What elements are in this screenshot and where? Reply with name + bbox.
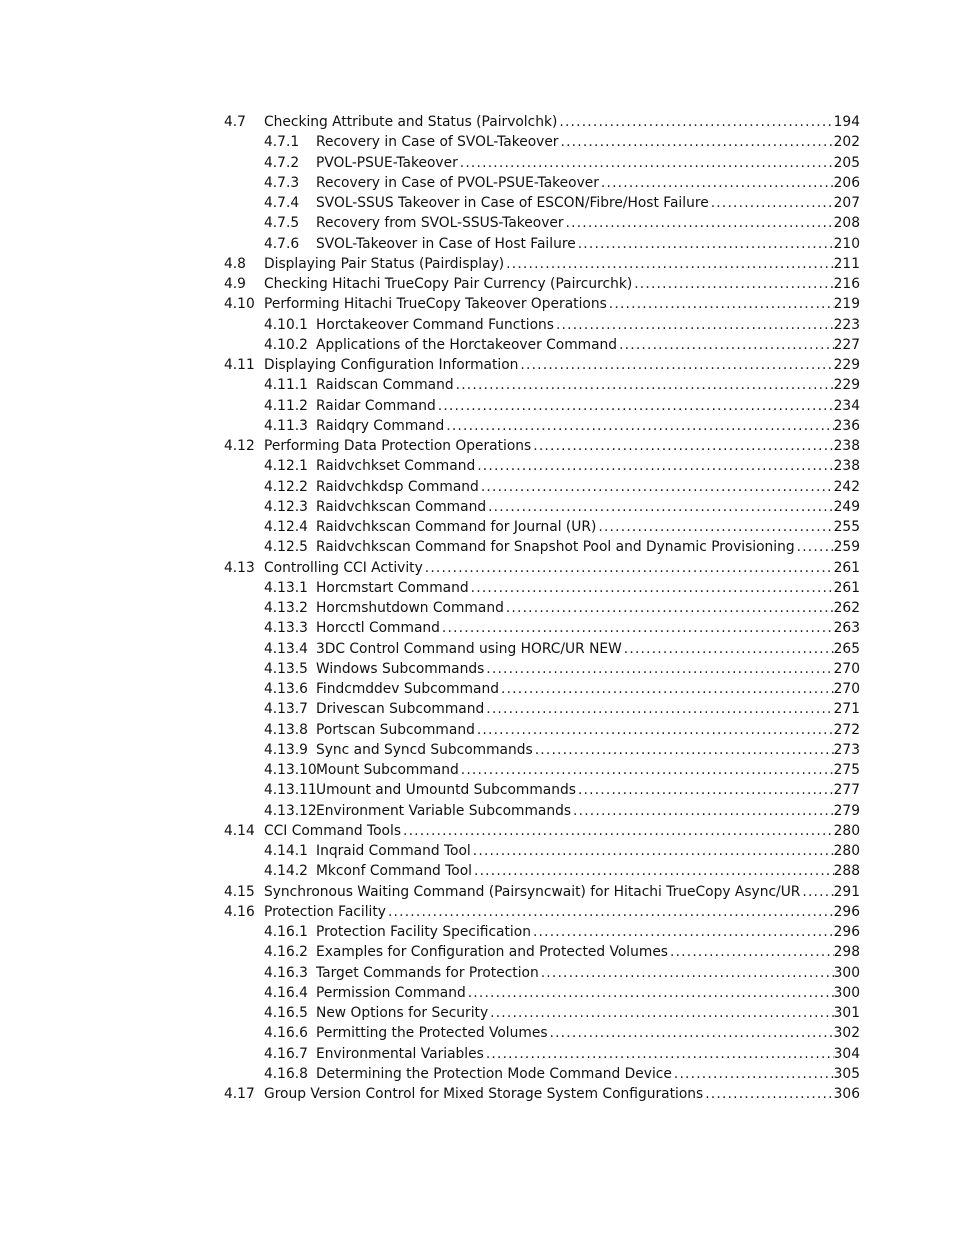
toc-section-number: 4.8: [224, 255, 246, 272]
toc-section-number: 4.16.4: [264, 984, 308, 1001]
toc-entry[interactable]: [224, 537, 860, 557]
toc-entry[interactable]: [224, 416, 860, 436]
toc-section-title: Raidar Command: [316, 397, 436, 414]
toc-entry[interactable]: [224, 1023, 860, 1043]
toc-entry[interactable]: [224, 578, 860, 598]
toc-page-number: 298: [833, 944, 860, 961]
toc-entry[interactable]: [224, 942, 860, 962]
toc-section-number: 4.7: [224, 114, 246, 130]
toc-dot-leader: [576, 780, 834, 800]
toc-page-number: 249: [833, 498, 860, 515]
toc-page-number: 238: [833, 458, 860, 475]
toc-page-number: 277: [833, 782, 860, 799]
toc-entry[interactable]: [224, 456, 860, 476]
toc-section-title: Drivescan Subcommand: [316, 701, 485, 718]
toc-dot-leader: [479, 477, 834, 497]
toc-entry-line: [316, 497, 860, 517]
toc-entry-line: [316, 213, 860, 233]
toc-entry[interactable]: [224, 598, 860, 618]
toc-page-number: 236: [833, 417, 860, 434]
toc-section-title: Raidvchkscan Command for Journal (UR): [316, 519, 597, 535]
toc-entry[interactable]: [224, 618, 860, 638]
toc-page-number: 301: [833, 1005, 860, 1021]
toc-dot-leader: [795, 537, 834, 557]
toc-section-title: Portscan Subcommand: [316, 721, 475, 738]
toc-section-number: 4.13.10: [264, 762, 317, 778]
toc-page-number: 202: [833, 134, 860, 151]
toc-page-number: 261: [833, 579, 860, 596]
toc-dot-leader: [499, 679, 834, 699]
toc-section-number: 4.16.8: [264, 1065, 308, 1082]
toc-section-title: Determining the Protection Mode Command Device: [316, 1065, 672, 1082]
toc-dot-leader: [548, 1023, 834, 1043]
toc-section-title: Raidqry Command: [316, 417, 445, 434]
toc-section-number: 4.7.4: [264, 195, 300, 211]
toc-entry-line: [264, 254, 860, 274]
toc-dot-leader: [386, 902, 834, 922]
toc-page-number: 265: [833, 640, 860, 657]
toc-section-number: 4.16.7: [264, 1045, 308, 1062]
toc-entry[interactable]: [224, 234, 860, 254]
toc-entry-line: [316, 396, 860, 416]
toc-entry-line: [316, 639, 860, 659]
toc-section-title: Synchronous Waiting Command (Pairsyncwait) for Hitachi TrueCopy Async/UR: [264, 883, 801, 900]
toc-entry-line: [316, 193, 860, 213]
toc-entry-line: [264, 1084, 860, 1104]
toc-dot-leader: [401, 821, 834, 841]
toc-dot-leader: [423, 558, 834, 578]
toc-page-number: 279: [833, 802, 860, 819]
toc-section-number: 4.16.5: [264, 1005, 308, 1021]
toc-entry[interactable]: [224, 153, 860, 173]
toc-entry-line: [316, 477, 860, 497]
toc-page-number: 205: [833, 154, 860, 171]
toc-page-number: 229: [833, 377, 860, 394]
toc-section-title: Environmental Variables: [316, 1045, 484, 1062]
toc-section-title: Mount Subcommand: [316, 762, 459, 778]
toc-entry[interactable]: [224, 132, 860, 152]
toc-entry[interactable]: [224, 902, 860, 922]
toc-entry[interactable]: [224, 355, 860, 375]
toc-entry-line: [264, 294, 860, 314]
toc-dot-leader: [466, 983, 834, 1003]
toc-entry-line: [316, 315, 860, 335]
toc-section-title: Group Version Control for Mixed Storage System Configurations: [264, 1086, 704, 1102]
toc-entry-line: [316, 740, 860, 760]
toc-entry-line: [316, 963, 860, 983]
toc-section-title: Permitting the Protected Volumes: [316, 1025, 548, 1042]
toc-section-title: Environment Variable Subcommands: [316, 802, 572, 819]
toc-section-number: 4.13.11: [264, 782, 317, 799]
toc-dot-leader: [709, 193, 834, 213]
toc-section-title: Horcmstart Command: [316, 579, 469, 596]
toc-entry[interactable]: [224, 760, 860, 780]
toc-page-number: 271: [833, 701, 860, 718]
toc-dot-leader: [617, 335, 834, 355]
toc-section-number: 4.12.1: [264, 458, 308, 475]
toc-dot-leader: [533, 740, 834, 760]
toc-entry[interactable]: [224, 922, 860, 942]
toc-section-number: 4.12.4: [264, 519, 308, 535]
toc-entry[interactable]: [224, 780, 860, 800]
toc-section-title: 3DC Control Command using HORC/UR NEW: [316, 640, 622, 657]
toc-section-number: 4.13.8: [264, 721, 308, 738]
toc-entry-line: [316, 132, 860, 152]
toc-section-title: Recovery from SVOL-SSUS-Takeover: [316, 215, 564, 232]
toc-dot-leader: [471, 841, 834, 861]
toc-page-number: 300: [833, 964, 860, 981]
toc-section-number: 4.10.2: [264, 336, 308, 353]
toc-section-number: 4.17: [224, 1086, 255, 1102]
toc-entry-line: [316, 780, 860, 800]
toc-section-number: 4.13.4: [264, 640, 308, 657]
toc-dot-leader: [531, 436, 833, 456]
toc-entry-line: [264, 821, 860, 841]
toc-page-number: 296: [833, 924, 860, 940]
toc-entry[interactable]: [224, 679, 860, 699]
toc-dot-leader: [622, 639, 834, 659]
toc-section-title: Applications of the Horctakeover Command: [316, 336, 618, 353]
toc-entry[interactable]: [224, 639, 860, 659]
toc-entry[interactable]: [224, 335, 860, 355]
toc-entry[interactable]: [224, 375, 860, 395]
toc-entry-line: [316, 598, 860, 618]
toc-entry[interactable]: [224, 517, 860, 537]
toc-entry-line: [316, 699, 860, 719]
toc-page-number: 208: [833, 215, 860, 232]
toc-dot-leader: [469, 578, 834, 598]
toc-section-number: 4.15: [224, 883, 255, 900]
toc-entry[interactable]: [224, 294, 860, 314]
toc-dot-leader: [484, 1044, 834, 1064]
toc-page-number: 262: [833, 600, 860, 616]
toc-entry-line: [316, 578, 860, 598]
toc-entry-line: [264, 436, 860, 456]
toc-section-number: 4.7.6: [264, 235, 300, 252]
toc-dot-leader: [564, 213, 834, 233]
toc-page-number: 275: [833, 762, 860, 778]
toc-entry[interactable]: [224, 193, 860, 213]
toc-section-number: 4.14.1: [264, 843, 308, 859]
toc-section-number: 4.7.5: [264, 215, 300, 232]
toc-section-title: Findcmddev Subcommand: [316, 681, 499, 697]
toc-dot-leader: [454, 375, 834, 395]
toc-section-number: 4.16.6: [264, 1025, 308, 1042]
toc-page-number: 296: [833, 903, 860, 920]
toc-section-title: Examples for Configuration and Protected Volumes: [316, 944, 668, 961]
toc-section-title: CCI Command Tools: [264, 822, 402, 839]
toc-entry[interactable]: [224, 963, 860, 983]
toc-dot-leader: [607, 294, 834, 314]
toc-section-title: Checking Hitachi TrueCopy Pair Currency (Paircurchk): [264, 276, 633, 292]
toc-entry[interactable]: [224, 740, 860, 760]
toc-dot-leader: [504, 254, 834, 274]
toc-section-number: 4.13.9: [264, 741, 308, 758]
toc-dot-leader: [518, 355, 833, 375]
toc-dot-leader: [554, 315, 834, 335]
toc-entry-line: [264, 882, 860, 902]
toc-dot-leader: [444, 416, 833, 436]
toc-section-title: Protection Facility Specification: [316, 924, 531, 940]
toc-section-title: Displaying Configuration Information: [264, 357, 519, 373]
toc-entry-line: [316, 416, 860, 436]
toc-entry[interactable]: [224, 1064, 860, 1084]
toc-entry[interactable]: [224, 173, 860, 193]
toc-page-number: 291: [833, 883, 860, 900]
toc-section-number: 4.11.2: [264, 397, 308, 414]
table-of-contents: [224, 112, 860, 1104]
toc-section-number: 4.11.1: [264, 377, 308, 394]
toc-entry-line: [316, 861, 860, 881]
toc-page-number: 207: [833, 195, 860, 211]
toc-entry[interactable]: [224, 1044, 860, 1064]
toc-page-number: 273: [833, 741, 860, 758]
toc-entry-line: [316, 173, 860, 193]
toc-section-title: Sync and Syncd Subcommands: [316, 741, 533, 758]
toc-page-number: 300: [833, 984, 860, 1001]
toc-page-number: 211: [833, 255, 860, 272]
toc-dot-leader: [486, 497, 834, 517]
toc-section-title: Checking Attribute and Status (Pairvolchk): [264, 114, 558, 130]
toc-page-number: 219: [833, 296, 860, 313]
toc-section-number: 4.13.12: [264, 802, 317, 819]
toc-section-number: 4.13.6: [264, 681, 308, 697]
toc-dot-leader: [596, 517, 833, 537]
toc-dot-leader: [531, 922, 834, 942]
toc-entry[interactable]: [224, 558, 860, 578]
toc-page-number: 194: [833, 114, 860, 130]
toc-page-number: 302: [833, 1025, 860, 1042]
toc-page-number: 223: [833, 316, 860, 333]
toc-entry[interactable]: [224, 659, 860, 679]
toc-section-title: Horcmshutdown Command: [316, 600, 504, 616]
toc-dot-leader: [557, 112, 833, 132]
toc-section-title: PVOL-PSUE-Takeover: [316, 154, 458, 171]
toc-entry-line: [316, 517, 860, 537]
toc-entry-line: [316, 922, 860, 942]
toc-section-number: 4.13.7: [264, 701, 308, 718]
toc-page-number: 305: [833, 1065, 860, 1082]
toc-page-number: 280: [833, 822, 860, 839]
toc-entry-line: [264, 112, 860, 132]
toc-section-title: Umount and Umountd Subcommands: [316, 782, 576, 799]
toc-section-title: Permission Command: [316, 984, 466, 1001]
toc-section-number: 4.11.3: [264, 417, 308, 434]
toc-entry[interactable]: [224, 497, 860, 517]
toc-entry-line: [264, 902, 860, 922]
toc-section-title: Recovery in Case of PVOL-PSUE-Takeover: [316, 174, 599, 191]
toc-dot-leader: [539, 963, 834, 983]
toc-dot-leader: [436, 396, 834, 416]
toc-page-number: 306: [833, 1086, 860, 1102]
toc-section-title: Raidvchkscan Command for Snapshot Pool and Dynamic Provisioning: [316, 539, 795, 556]
toc-dot-leader: [703, 1084, 833, 1104]
toc-dot-leader: [599, 173, 834, 193]
toc-entry[interactable]: [224, 396, 860, 416]
toc-section-number: 4.11: [224, 357, 255, 373]
toc-entry-line: [264, 355, 860, 375]
toc-page-number: 288: [833, 863, 860, 880]
toc-entry[interactable]: [224, 720, 860, 740]
toc-dot-leader: [571, 801, 834, 821]
toc-entry-line: [264, 558, 860, 578]
toc-dot-leader: [475, 720, 834, 740]
toc-dot-leader: [558, 132, 833, 152]
toc-entry[interactable]: [224, 112, 860, 132]
toc-page-number: 227: [833, 336, 860, 353]
toc-section-number: 4.16.1: [264, 924, 308, 940]
toc-page-number: 270: [833, 660, 860, 677]
toc-entry[interactable]: [224, 882, 860, 902]
toc-section-number: 4.7.3: [264, 174, 300, 191]
toc-entry[interactable]: [224, 315, 860, 335]
toc-section-title: Controlling CCI Activity: [264, 559, 423, 576]
toc-section-title: Performing Hitachi TrueCopy Takeover Operations: [264, 296, 607, 313]
toc-entry-line: [316, 760, 860, 780]
toc-dot-leader: [504, 598, 834, 618]
toc-entry-line: [316, 1064, 860, 1084]
toc-dot-leader: [576, 234, 834, 254]
toc-section-title: SVOL-SSUS Takeover in Case of ESCON/Fibre/Host Failure: [316, 195, 709, 211]
toc-page-number: 206: [833, 174, 860, 191]
toc-entry-line: [316, 335, 860, 355]
toc-section-title: Protection Facility: [264, 903, 386, 920]
toc-section-title: Recovery in Case of SVOL-Takeover: [316, 134, 559, 151]
toc-entry[interactable]: [224, 821, 860, 841]
toc-section-number: 4.13.2: [264, 600, 308, 616]
toc-entry-line: [316, 801, 860, 821]
toc-entry[interactable]: [224, 1084, 860, 1104]
toc-section-number: 4.16.3: [264, 964, 308, 981]
toc-page-number: 304: [833, 1045, 860, 1062]
toc-section-title: Target Commands for Protection: [316, 964, 539, 981]
toc-section-number: 4.7.1: [264, 134, 300, 151]
toc-dot-leader: [440, 618, 834, 638]
toc-section-title: Horcctl Command: [316, 620, 440, 637]
toc-entry[interactable]: [224, 699, 860, 719]
toc-page-number: 210: [833, 235, 860, 252]
toc-entry[interactable]: [224, 213, 860, 233]
toc-dot-leader: [458, 153, 834, 173]
toc-section-number: 4.16: [224, 903, 255, 920]
toc-page-number: 234: [833, 397, 860, 414]
toc-section-title: Inqraid Command Tool: [316, 843, 471, 859]
toc-entry[interactable]: [224, 983, 860, 1003]
toc-page-number: 242: [833, 478, 860, 495]
toc-dot-leader: [632, 274, 833, 294]
toc-section-number: 4.7.2: [264, 154, 300, 171]
toc-entry[interactable]: [224, 477, 860, 497]
toc-entry-line: [316, 375, 860, 395]
toc-dot-leader: [484, 659, 833, 679]
toc-section-number: 4.13.3: [264, 620, 308, 637]
toc-entry-line: [316, 659, 860, 679]
toc-entry[interactable]: [224, 841, 860, 861]
toc-page-number: 229: [833, 357, 860, 373]
toc-entry-line: [316, 1023, 860, 1043]
toc-entry-line: [316, 942, 860, 962]
toc-entry[interactable]: [224, 1003, 860, 1023]
toc-section-title: Raidvchkscan Command: [316, 498, 487, 515]
toc-entry-line: [316, 153, 860, 173]
toc-entry-line: [316, 679, 860, 699]
toc-dot-leader: [484, 699, 833, 719]
toc-section-number: 4.10.1: [264, 316, 308, 333]
toc-section-number: 4.9: [224, 276, 246, 292]
toc-entry-line: [316, 234, 860, 254]
toc-section-number: 4.13.5: [264, 660, 308, 677]
toc-entry[interactable]: [224, 274, 860, 294]
toc-entry-line: [316, 983, 860, 1003]
toc-page-number: 216: [833, 276, 860, 292]
toc-dot-leader: [672, 1064, 834, 1084]
toc-section-number: 4.12.5: [264, 539, 308, 556]
toc-section-title: Mkconf Command Tool: [316, 863, 473, 880]
toc-section-number: 4.14.2: [264, 863, 308, 880]
toc-section-number: 4.13: [224, 559, 255, 576]
toc-section-title: Raidvchkset Command: [316, 458, 476, 475]
toc-page-number: 259: [833, 539, 860, 556]
toc-entry[interactable]: [224, 801, 860, 821]
toc-entry[interactable]: [224, 861, 860, 881]
toc-dot-leader: [800, 882, 833, 902]
toc-section-title: Horctakeover Command Functions: [316, 316, 554, 333]
toc-entry-line: [316, 720, 860, 740]
toc-entry-line: [316, 618, 860, 638]
toc-section-number: 4.12: [224, 438, 255, 454]
toc-dot-leader: [472, 861, 834, 881]
toc-section-title: Displaying Pair Status (Pairdisplay): [264, 255, 505, 272]
toc-entry-line: [316, 456, 860, 476]
toc-section-number: 4.12.2: [264, 478, 308, 495]
toc-section-title: New Options for Security: [316, 1005, 489, 1021]
toc-page-number: 261: [833, 559, 860, 576]
toc-entry-line: [316, 841, 860, 861]
toc-section-title: Performing Data Protection Operations: [264, 438, 532, 454]
toc-section-number: 4.16.2: [264, 944, 308, 961]
toc-section-title: Raidscan Command: [316, 377, 454, 394]
toc-section-number: 4.12.3: [264, 498, 308, 515]
toc-section-title: Raidvchkdsp Command: [316, 478, 479, 495]
toc-dot-leader: [459, 760, 834, 780]
toc-section-title: Windows Subcommands: [316, 660, 485, 677]
toc-dot-leader: [475, 456, 833, 476]
toc-section-title: SVOL-Takeover in Case of Host Failure: [316, 235, 576, 252]
toc-entry-line: [316, 1003, 860, 1023]
toc-page-number: 272: [833, 721, 860, 738]
toc-entry-line: [264, 274, 860, 294]
toc-entry-line: [316, 537, 860, 557]
toc-section-number: 4.10: [224, 296, 255, 313]
toc-section-number: 4.13.1: [264, 579, 308, 596]
toc-entry[interactable]: [224, 436, 860, 456]
toc-dot-leader: [488, 1003, 834, 1023]
toc-page-number: 238: [833, 438, 860, 454]
toc-page-number: 280: [833, 843, 860, 859]
toc-section-number: 4.14: [224, 822, 255, 839]
toc-entry[interactable]: [224, 254, 860, 274]
toc-dot-leader: [668, 942, 834, 962]
toc-entry-line: [316, 1044, 860, 1064]
toc-page-number: 270: [833, 681, 860, 697]
toc-page-number: 255: [833, 519, 860, 535]
toc-page-number: 263: [833, 620, 860, 637]
